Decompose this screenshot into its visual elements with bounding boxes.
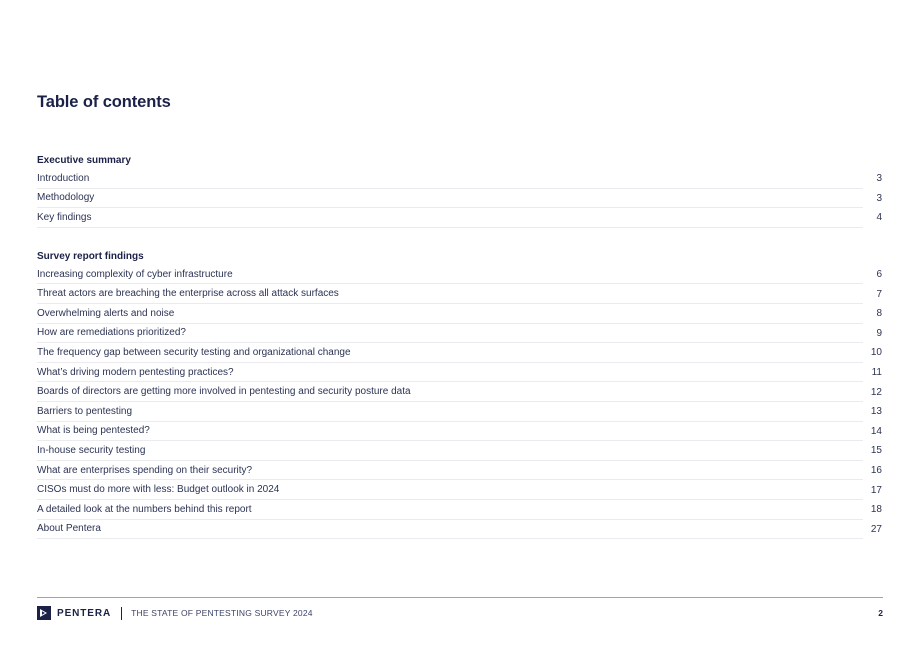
toc-entry-label[interactable]: About Pentera <box>37 520 863 540</box>
toc-page-number: 11 <box>871 367 882 379</box>
toc-entry-label[interactable]: In-house security testing <box>37 441 863 461</box>
toc-entry[interactable] <box>37 520 883 540</box>
footer-separator <box>121 607 122 620</box>
toc-entry[interactable] <box>37 304 883 324</box>
toc-entry-label[interactable]: Methodology <box>37 189 863 209</box>
section-heading-survey-report-findings: Survey report findings <box>37 250 144 262</box>
toc-entry[interactable] <box>37 402 883 422</box>
toc-entry[interactable] <box>37 422 883 442</box>
toc-entry-label[interactable]: Increasing complexity of cyber infrastructure <box>37 265 863 285</box>
toc-entry[interactable] <box>37 441 883 461</box>
toc-entry-key-findings[interactable] <box>37 208 883 228</box>
report-name: THE STATE OF PENTESTING SURVEY 2024 <box>131 608 313 618</box>
toc-page-number: 4 <box>876 212 882 224</box>
toc-page-number: 3 <box>876 192 882 204</box>
toc-page-number: 7 <box>876 288 882 300</box>
table-of-contents <box>37 152 883 539</box>
toc-page-number: 3 <box>876 173 882 185</box>
toc-entry[interactable] <box>37 480 883 500</box>
page-title: Table of contents <box>37 93 171 111</box>
toc-entry[interactable] <box>37 363 883 383</box>
toc-page-number: 6 <box>876 269 882 281</box>
toc-page-number: 15 <box>870 445 882 457</box>
pentera-logo <box>37 606 111 620</box>
page-number: 2 <box>878 608 883 618</box>
toc-entry[interactable] <box>37 284 883 304</box>
toc-page-number: 9 <box>876 327 882 339</box>
toc-entry-label[interactable]: Overwhelming alerts and noise <box>37 304 863 324</box>
toc-page-number: 12 <box>870 386 882 398</box>
toc-page-number: 16 <box>870 465 882 477</box>
section-heading-executive-summary: Executive summary <box>37 155 131 166</box>
toc-entry-label[interactable]: What is being pentested? <box>37 422 863 442</box>
toc-entry[interactable] <box>37 382 883 402</box>
toc-entry-label[interactable]: What are enterprises spending on their security? <box>37 461 863 481</box>
toc-entry-label[interactable]: A detailed look at the numbers behind this report <box>37 500 863 520</box>
toc-entry-label[interactable]: Key findings <box>37 208 863 228</box>
toc-page-number: 27 <box>870 523 882 535</box>
toc-page-number: 18 <box>870 504 882 516</box>
toc-entry-introduction[interactable] <box>37 169 883 189</box>
page-footer <box>37 604 883 622</box>
pentera-logo-icon <box>37 606 51 620</box>
logo-wordmark: PENTERA <box>57 607 112 619</box>
footer-divider <box>37 597 883 598</box>
toc-entry-methodology[interactable] <box>37 189 883 209</box>
toc-entry[interactable] <box>37 343 883 363</box>
toc-entry-label[interactable]: Boards of directors are getting more involved in pentesting and security posture data <box>37 382 863 402</box>
toc-entry-label[interactable]: How are remediations prioritized? <box>37 324 863 344</box>
toc-page-number: 8 <box>876 308 882 320</box>
toc-page-number: 13 <box>870 406 882 418</box>
toc-entry-label[interactable]: Introduction <box>37 169 863 189</box>
toc-entry-label[interactable]: The frequency gap between security testing and organizational change <box>37 343 863 363</box>
toc-page-number: 14 <box>870 425 882 437</box>
toc-entry[interactable] <box>37 461 883 481</box>
toc-page-number: 10 <box>870 347 882 359</box>
toc-entry-label[interactable]: Barriers to pentesting <box>37 402 863 422</box>
toc-entry[interactable] <box>37 500 883 520</box>
toc-entry[interactable] <box>37 265 883 285</box>
toc-entry-label[interactable]: CISOs must do more with less: Budget outlook in 2024 <box>37 480 863 500</box>
toc-entry[interactable] <box>37 324 883 344</box>
toc-entry-label[interactable]: Threat actors are breaching the enterprise across all attack surfaces <box>37 284 863 304</box>
toc-entry-label[interactable]: What’s driving modern pentesting practices? <box>37 363 863 383</box>
section-gap <box>37 228 883 248</box>
toc-page-number: 17 <box>870 484 882 496</box>
